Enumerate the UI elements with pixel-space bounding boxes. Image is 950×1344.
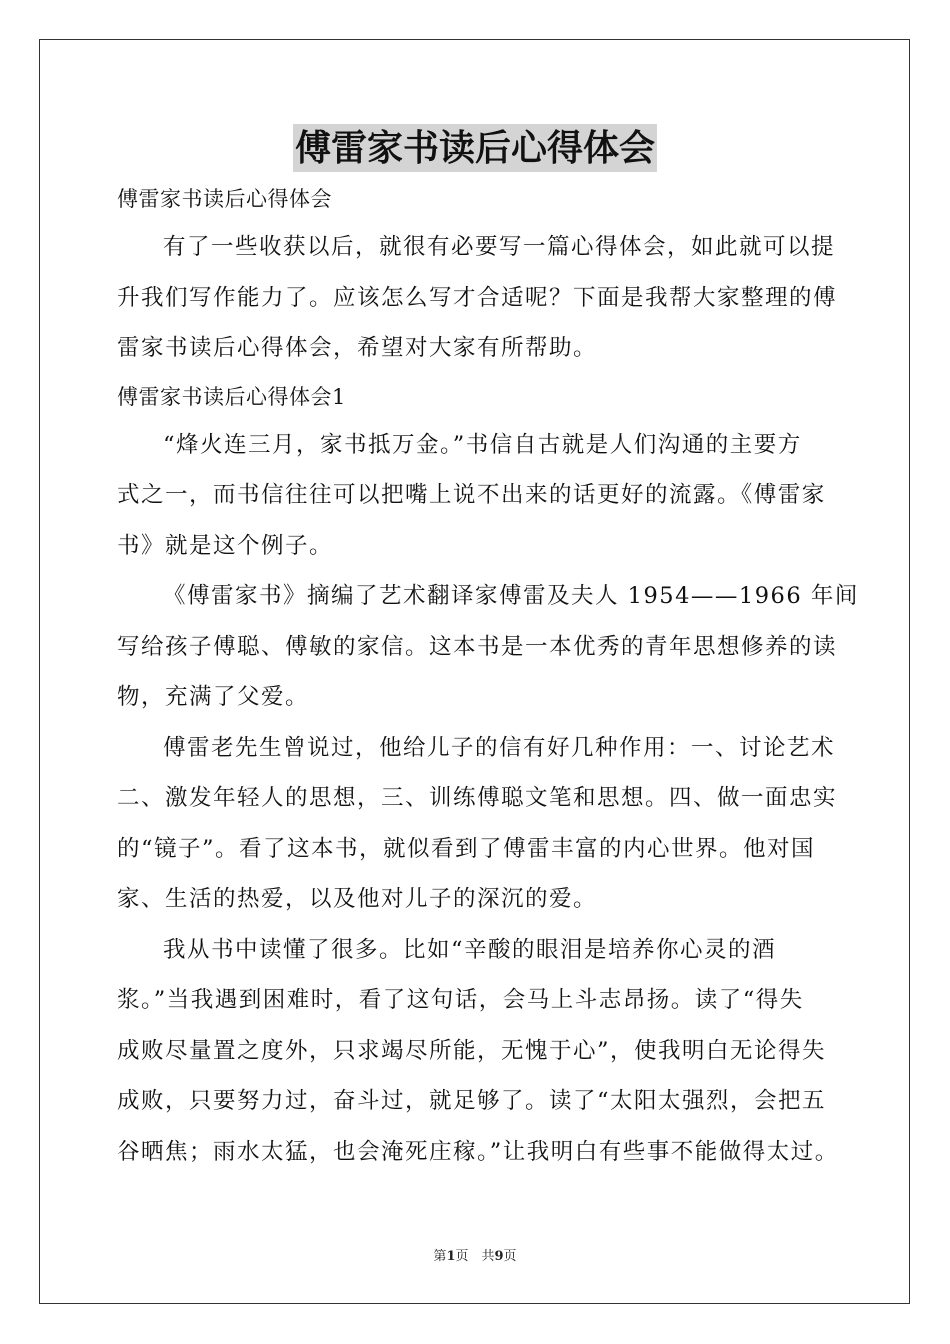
paragraph-line: 二、激发年轻人的思想，三、训练傅聪文笔和思想。四、做一面忠实 bbox=[117, 785, 838, 811]
page-mid: 页 共 bbox=[455, 1249, 495, 1264]
paragraph-line: 雷家书读后心得体会，希望对大家有所帮助。 bbox=[117, 335, 598, 361]
paragraph-line: 《傅雷家书》摘编了艺术翻译家傅雷及夫人 1954——1966 年间 bbox=[163, 583, 859, 609]
paragraph-line: 谷晒焦；雨水太猛，也会淹死庄稼。”让我明白有些事不能做得太过。 bbox=[117, 1138, 839, 1165]
paragraph-1 bbox=[117, 420, 835, 572]
paragraph-line: 傅雷老先生曾说过，他给儿子的信有好几种作用：一、讨论艺术 bbox=[163, 734, 836, 761]
intro-paragraph bbox=[117, 222, 838, 374]
paragraph-line: 成败，只要努力过，奋斗过，就足够了。读了“太阳太强烈，会把五 bbox=[117, 1088, 827, 1114]
page-current: 1 bbox=[446, 1249, 456, 1264]
title-container bbox=[0, 124, 950, 172]
page-prefix: 第 bbox=[433, 1249, 447, 1264]
paragraph-line: 升我们写作能力了。应该怎么写才合适呢？下面是我帮大家整理的傅 bbox=[117, 284, 838, 311]
paragraph-line: 式之一，而书信往往可以把嘴上说不出来的话更好的流露。《傅雷家 bbox=[117, 482, 826, 508]
section-heading: 傅雷家书读后心得体会1 bbox=[117, 384, 346, 409]
paragraph-line: 书》就是这个例子。 bbox=[117, 532, 334, 559]
paragraph-3 bbox=[117, 723, 838, 925]
document-subtitle: 傅雷家书读后心得体会 bbox=[117, 187, 332, 211]
document-body bbox=[117, 176, 859, 1177]
paragraph-line: 的“镜子”。看了这本书，就似看到了傅雷丰富的内心世界。他对国 bbox=[117, 835, 816, 862]
paragraph-line: 写给孩子傅聪、傅敏的家信。这本书是一本优秀的青年思想修养的读 bbox=[117, 633, 838, 660]
paragraph-2 bbox=[117, 571, 859, 723]
page-suffix: 页 bbox=[503, 1249, 517, 1264]
paragraph-line: 物，充满了父爱。 bbox=[117, 684, 310, 710]
page-footer bbox=[0, 1245, 950, 1264]
document-title: 傅雷家书读后心得体会 bbox=[293, 124, 657, 172]
paragraph-line: 我从书中读懂了很多。比如“辛酸的眼泪是培养你心灵的酒 bbox=[163, 936, 777, 963]
paragraph-line: 成败尽量置之度外，只求竭尽所能，无愧于心”，使我明白无论得失 bbox=[117, 1037, 827, 1064]
paragraph-line: 浆。”当我遇到困难时，看了这句话，会马上斗志昂扬。读了“得失 bbox=[117, 987, 804, 1013]
paragraph-4 bbox=[117, 925, 839, 1178]
paragraph-line: 家、生活的热爱，以及他对儿子的深沉的爱。 bbox=[117, 886, 598, 912]
paragraph-line: “烽火连三月，家书抵万金。”书信自古就是人们沟通的主要方 bbox=[163, 431, 802, 458]
paragraph-line: 有了一些收获以后，就很有必要写一篇心得体会，如此就可以提 bbox=[163, 234, 836, 260]
page-total: 9 bbox=[494, 1249, 504, 1264]
